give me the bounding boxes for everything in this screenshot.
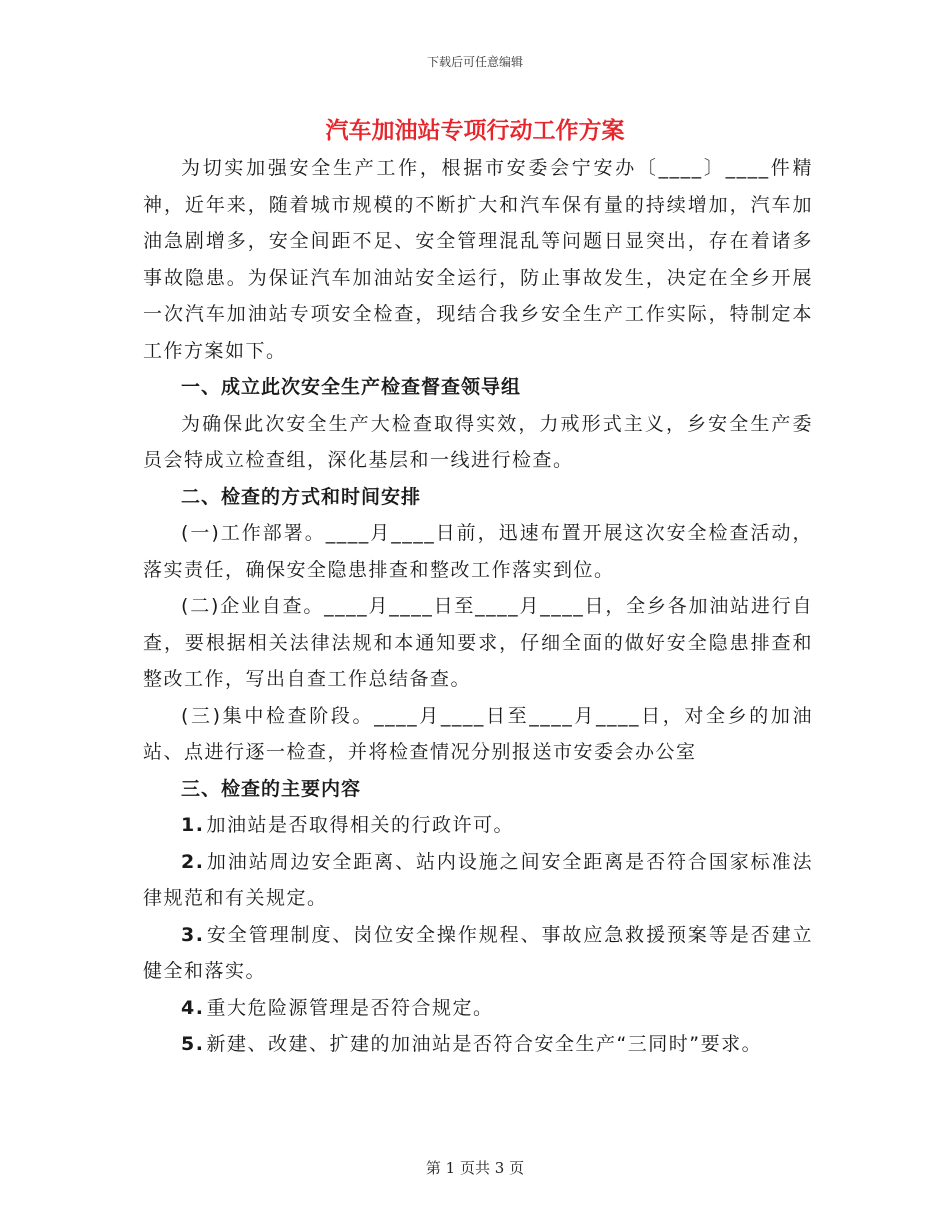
list-item-text: 新建、改建、扩建的加油站是否符合安全生产“三同时”要求。 bbox=[206, 1033, 763, 1055]
document-title: 汽车加油站专项行动工作方案 bbox=[325, 118, 625, 144]
list-item bbox=[143, 807, 813, 844]
section-1-heading: 一、成立此次安全生产检查督查领导组 bbox=[181, 376, 522, 398]
section-3-heading: 三、检查的主要内容 bbox=[181, 777, 362, 800]
list-item bbox=[143, 1026, 813, 1063]
page-header: 下载后可任意编辑 bbox=[426, 55, 523, 69]
list-item-text: 加油站周边安全距离、站内设施之间安全距离是否符合国家标准法律规范和有关规定。 bbox=[143, 850, 813, 909]
section-2-paragraph-2: (二)企业自查。____月____日至____月____日，全乡各加油站进行自查，要根据相关法律法规和本通知要求，仔细全面的做好安全隐患排查和整改工作，写出自查工作总结备查。 bbox=[143, 595, 813, 690]
list-item-number: 3. bbox=[181, 923, 205, 946]
list-item-number: 4. bbox=[181, 996, 205, 1019]
section-2-paragraph-1: (一)工作部署。____月____日前，迅速布置开展这次安全检查活动，落实责任，确保安全隐患排查和整改工作落实到位。 bbox=[143, 522, 813, 581]
list-item-text: 安全管理制度、岗位安全操作规程、事故应急救援预案等是否建立健全和落实。 bbox=[143, 923, 813, 982]
list-item-text: 重大危险源管理是否符合规定。 bbox=[206, 996, 494, 1019]
list-item-number: 1. bbox=[181, 814, 205, 836]
list-item bbox=[143, 990, 813, 1027]
intro-paragraph: 为切实加强安全生产工作，根据市安委会宁安办〔____〕____件精神，近年来，随着城市规模的不断扩大和汽车保有量的持续增加，汽车加油急剧增多，安全间距不足、安全管理混乱等问题日显突出，存在着诸多事故隐患。为保证汽车加油站安全运行，防止事故发生，决定在全乡开展一次汽车加油站专项安全检查，现结合我乡安全生产工作实际，特制定本工作方案如下。 bbox=[143, 157, 813, 362]
list-item bbox=[143, 917, 813, 990]
list-item-number: 5. bbox=[181, 1033, 205, 1055]
document-body bbox=[143, 150, 813, 1063]
section-1-paragraph: 为确保此次安全生产大检查取得实效，力戒形式主义，乡安全生产委员会特成立检查组，深化基层和一线进行检查。 bbox=[143, 412, 813, 471]
page-footer: 第 1 页共 3 页 bbox=[425, 1159, 525, 1177]
list-item-text: 加油站是否取得相关的行政许可。 bbox=[206, 814, 514, 836]
section-2-paragraph-3: (三)集中检查阶段。____月____日至____月____日，对全乡的加油站、点进行逐一检查，并将检查情况分别报送市安委会办公室 bbox=[143, 704, 813, 763]
section-2-heading: 二、检查的方式和时间安排 bbox=[181, 485, 422, 508]
list-item-number: 2. bbox=[181, 850, 205, 873]
list-item bbox=[143, 844, 813, 917]
